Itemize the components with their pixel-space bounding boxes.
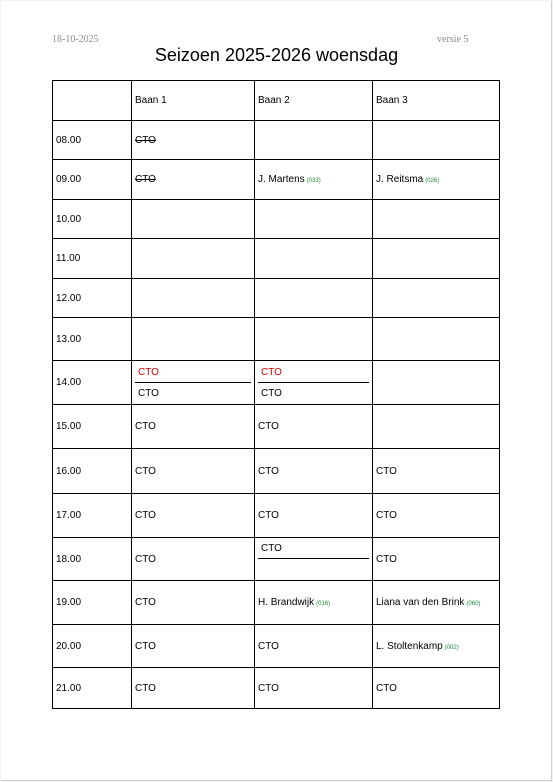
player-name: H. Brandwijk [258, 597, 315, 608]
slot-cell [373, 625, 500, 668]
slot-cell [132, 318, 255, 361]
hour-cell: 13.00 [53, 318, 132, 361]
slot-text-half-hour-2: CTO [261, 387, 282, 399]
print-date: 18-10-2025 [52, 34, 99, 45]
slot-cell: CTO [255, 668, 373, 709]
corner-cell [53, 81, 132, 121]
hour-cell: 20.00 [53, 625, 132, 668]
slot-text: CTO [135, 134, 156, 146]
hour-cell: 17.00 [53, 494, 132, 538]
table-row [53, 239, 500, 279]
player-name: J. Martens [258, 174, 305, 185]
hour-cell: 19.00 [53, 581, 132, 625]
player-name: J. Reitsma [376, 174, 424, 185]
slot-cell: CTO [255, 494, 373, 538]
page-title: Seizoen 2025-2026 woensdag [154, 45, 399, 65]
slot-text-half-hour-2: CTO [138, 387, 159, 399]
table-row [53, 449, 500, 494]
hour-cell: 18.00 [53, 538, 132, 581]
slot-cell: CTO [132, 405, 255, 449]
slot-cell: CTO [132, 581, 255, 625]
slot-text-half-hour-2 [258, 559, 369, 580]
slot-cell: CTO [255, 449, 373, 494]
table-row [53, 361, 500, 405]
slot-cell [373, 239, 500, 279]
slot-cell [373, 405, 500, 449]
table-row [53, 200, 500, 239]
slot-cell: CTO [132, 538, 255, 581]
hour-cell: 16.00 [53, 449, 132, 494]
split-slot-cell [132, 361, 255, 405]
table-row [53, 538, 500, 581]
table-row [53, 318, 500, 361]
table-row [53, 625, 500, 668]
slot-text-half-hour-1: CTO [258, 538, 369, 559]
player-name: L. Stoltenkamp [376, 640, 443, 652]
split-slot-cell [255, 361, 373, 405]
hour-cell: 09.00 [53, 160, 132, 200]
hour-cell: 21.00 [53, 668, 132, 709]
slot-cell [255, 200, 373, 239]
split-slot-cell [255, 538, 373, 581]
table-row [53, 668, 500, 709]
table-row [53, 121, 500, 160]
slot-cell: CTO [132, 494, 255, 538]
slot-cell [132, 239, 255, 279]
slot-text: CTO [135, 174, 156, 185]
player-name: Liana van den Brink [376, 597, 465, 608]
member-id: (002) [444, 644, 459, 651]
table-row [53, 581, 500, 625]
slot-cell [132, 279, 255, 318]
version-label: versie 5 [437, 34, 469, 45]
slot-text-half-hour-1: CTO [135, 362, 251, 383]
table-row [53, 160, 500, 200]
slot-cell [255, 318, 373, 361]
hour-cell: 08.00 [53, 121, 132, 160]
hour-cell: 14.00 [53, 361, 132, 405]
slot-cell: CTO [132, 668, 255, 709]
slot-cell [255, 239, 373, 279]
slot-cell: CTO [373, 538, 500, 581]
slot-cell [373, 318, 500, 361]
slot-cell: CTO [132, 449, 255, 494]
table-header-row [53, 81, 500, 121]
member-id: (026) [425, 178, 440, 184]
slot-cell: CTO [255, 405, 373, 449]
member-id: (033) [306, 178, 321, 184]
slot-cell: CTO [255, 625, 373, 668]
slot-cell: CTO [132, 625, 255, 668]
hour-cell: 12.00 [53, 279, 132, 318]
column-header-baan-1: Baan 1 [132, 81, 255, 121]
member-id: (060) [466, 601, 481, 607]
hour-cell: 10.00 [53, 200, 132, 239]
column-header-baan-3: Baan 3 [373, 81, 500, 121]
slot-cell [132, 160, 255, 200]
slot-cell [373, 361, 500, 405]
slot-cell [373, 279, 500, 318]
slot-cell [132, 121, 255, 160]
table-row [53, 494, 500, 538]
column-header-baan-2: Baan 2 [255, 81, 373, 121]
table-row [53, 279, 500, 318]
table-row [53, 405, 500, 449]
slot-cell: CTO [373, 494, 500, 538]
slot-cell [255, 121, 373, 160]
slot-cell [373, 160, 500, 200]
slot-cell [132, 200, 255, 239]
slot-cell [255, 160, 373, 200]
slot-cell [255, 279, 373, 318]
slot-cell [255, 581, 373, 625]
slot-cell [373, 581, 500, 625]
hour-cell: 11.00 [53, 239, 132, 279]
slot-cell [373, 121, 500, 160]
member-id: (016) [316, 601, 331, 607]
hour-cell: 15.00 [53, 405, 132, 449]
court-schedule-table [52, 80, 500, 709]
slot-cell: CTO [373, 668, 500, 709]
slot-cell [373, 200, 500, 239]
slot-text-half-hour-1: CTO [258, 362, 369, 383]
slot-cell: CTO [373, 449, 500, 494]
